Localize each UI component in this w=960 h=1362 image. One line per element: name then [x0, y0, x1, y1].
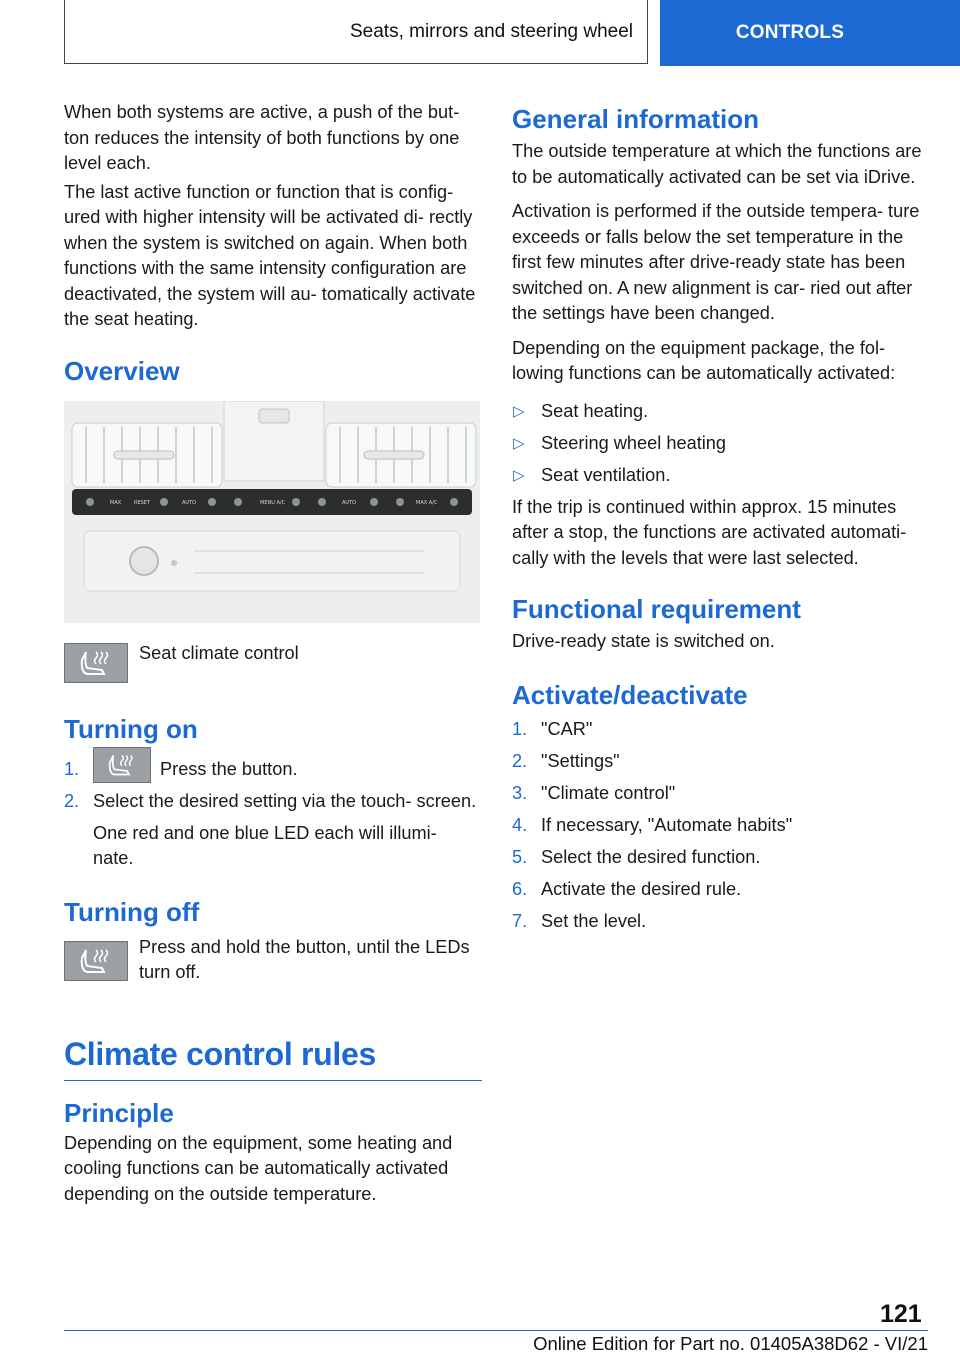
bullet-triangle-icon: ▷ [513, 434, 525, 452]
list-item: 4. If necessary, "Automate habits" [512, 814, 793, 835]
intro-paragraph-1: When both systems are active, a push of the but- ton reduces the intensity of both functions by one level each. [64, 102, 460, 173]
seat-climate-icon [64, 643, 128, 683]
page-number: 121 [880, 1300, 922, 1328]
turning-off-row [64, 938, 482, 986]
btn-label-menu-ac: MENU A/C [260, 499, 286, 506]
btn-label-auto-right: AUTO [342, 499, 357, 506]
principle-heading: Principle [64, 1097, 174, 1128]
list-item: ▷ Seat heating. [512, 399, 928, 425]
list-item: 5. Select the desired function. [512, 846, 761, 867]
chapter-tab[interactable]: CONTROLS [660, 0, 960, 66]
overview-heading: Overview [64, 355, 180, 386]
general-paragraph-1: The outside temperature at which the functions are to be automatically activated can be set via iDrive. [512, 141, 922, 187]
turning-off-text: Press and hold the button, until the LEDs turn off. [139, 936, 470, 982]
btn-label-reset: RESET [134, 499, 151, 506]
turning-off-heading: Turning off [64, 896, 200, 927]
turning-on-steps [64, 757, 482, 872]
list-item [64, 757, 482, 783]
bullet-triangle-icon: ▷ [513, 402, 525, 420]
bullet-triangle-icon: ▷ [513, 466, 525, 484]
step-text: Press the button. [160, 758, 298, 779]
btn-label-auto-left: AUTO [182, 499, 197, 506]
step-number: 2. [64, 791, 80, 811]
footer-edition: Online Edition for Part no. 01405A38D62 - VI/21 [533, 1333, 928, 1354]
step-number: 1. [64, 758, 80, 779]
principle-text: Depending on the equipment, some heating and cooling functions can be automatically activated depending on the outside temperature. [64, 1132, 453, 1204]
activate-steps [512, 717, 928, 935]
list-item: 3. "Climate control" [512, 782, 676, 803]
rules-heading-block [64, 1034, 482, 1081]
btn-label-max-ac: MAX A/C [416, 499, 438, 506]
general-paragraph-2: Activation is performed if the outside tempera- ture exceeds or falls below the set temperature in the first few minutes after drive-ready state has been switched on. A new alignment is car- ried out after the settings have been changed. [512, 201, 920, 323]
list-item: 6. Activate the desired rule. [512, 878, 742, 899]
activate-deactivate-heading: Activate/deactivate [512, 679, 748, 710]
seat-climate-icon [93, 747, 151, 783]
function-bullets [512, 399, 928, 489]
seat-climate-control-image [64, 401, 480, 623]
general-paragraph-3: Depending on the equipment package, the fol- lowing functions can be automatically activated: [512, 337, 896, 383]
list-item: 7. Set the level. [512, 910, 647, 931]
list-item: ▷ Steering wheel heating [512, 431, 928, 457]
footer-divider [64, 1330, 928, 1331]
list-item [64, 789, 482, 872]
section-title: Seats, mirrors and steering wheel [64, 0, 648, 64]
intro-paragraph-2: The last active function or function that is config- ured with higher intensity will be activated di- rectly when the system is switched on again. When both functions with the same intensity configuration are deactivated, the system will au- tomatically activate the seat heating. [64, 181, 476, 329]
list-item: 1. "CAR" [512, 718, 593, 739]
left-column [64, 100, 482, 1216]
step-note: One red and one blue LED each will illumi- nate. [93, 822, 437, 868]
general-information-heading: General information [512, 104, 760, 134]
image-caption: Seat climate control [139, 642, 299, 663]
btn-label-max: MAX [110, 499, 122, 506]
turning-on-heading: Turning on [64, 713, 198, 744]
dashboard-illustration [64, 401, 480, 623]
list-item: ▷ Seat ventilation. [512, 463, 928, 489]
functional-requirement-text: Drive-ready state is switched on. [512, 631, 775, 651]
step-text: Select the desired setting via the touch- screen. [93, 791, 477, 811]
climate-control-rules-heading: Climate control rules [64, 1035, 376, 1072]
page-header [0, 0, 960, 66]
caption-row [64, 643, 482, 683]
after-bullets-text: If the trip is continued within approx. 15 minutes after a stop, the functions are activated automati- cally with the levels that were last selected. [512, 496, 907, 568]
right-column [512, 103, 928, 941]
functional-requirement-heading: Functional requirement [512, 594, 801, 624]
seat-climate-icon [64, 941, 128, 981]
list-item: 2. "Settings" [512, 750, 620, 771]
